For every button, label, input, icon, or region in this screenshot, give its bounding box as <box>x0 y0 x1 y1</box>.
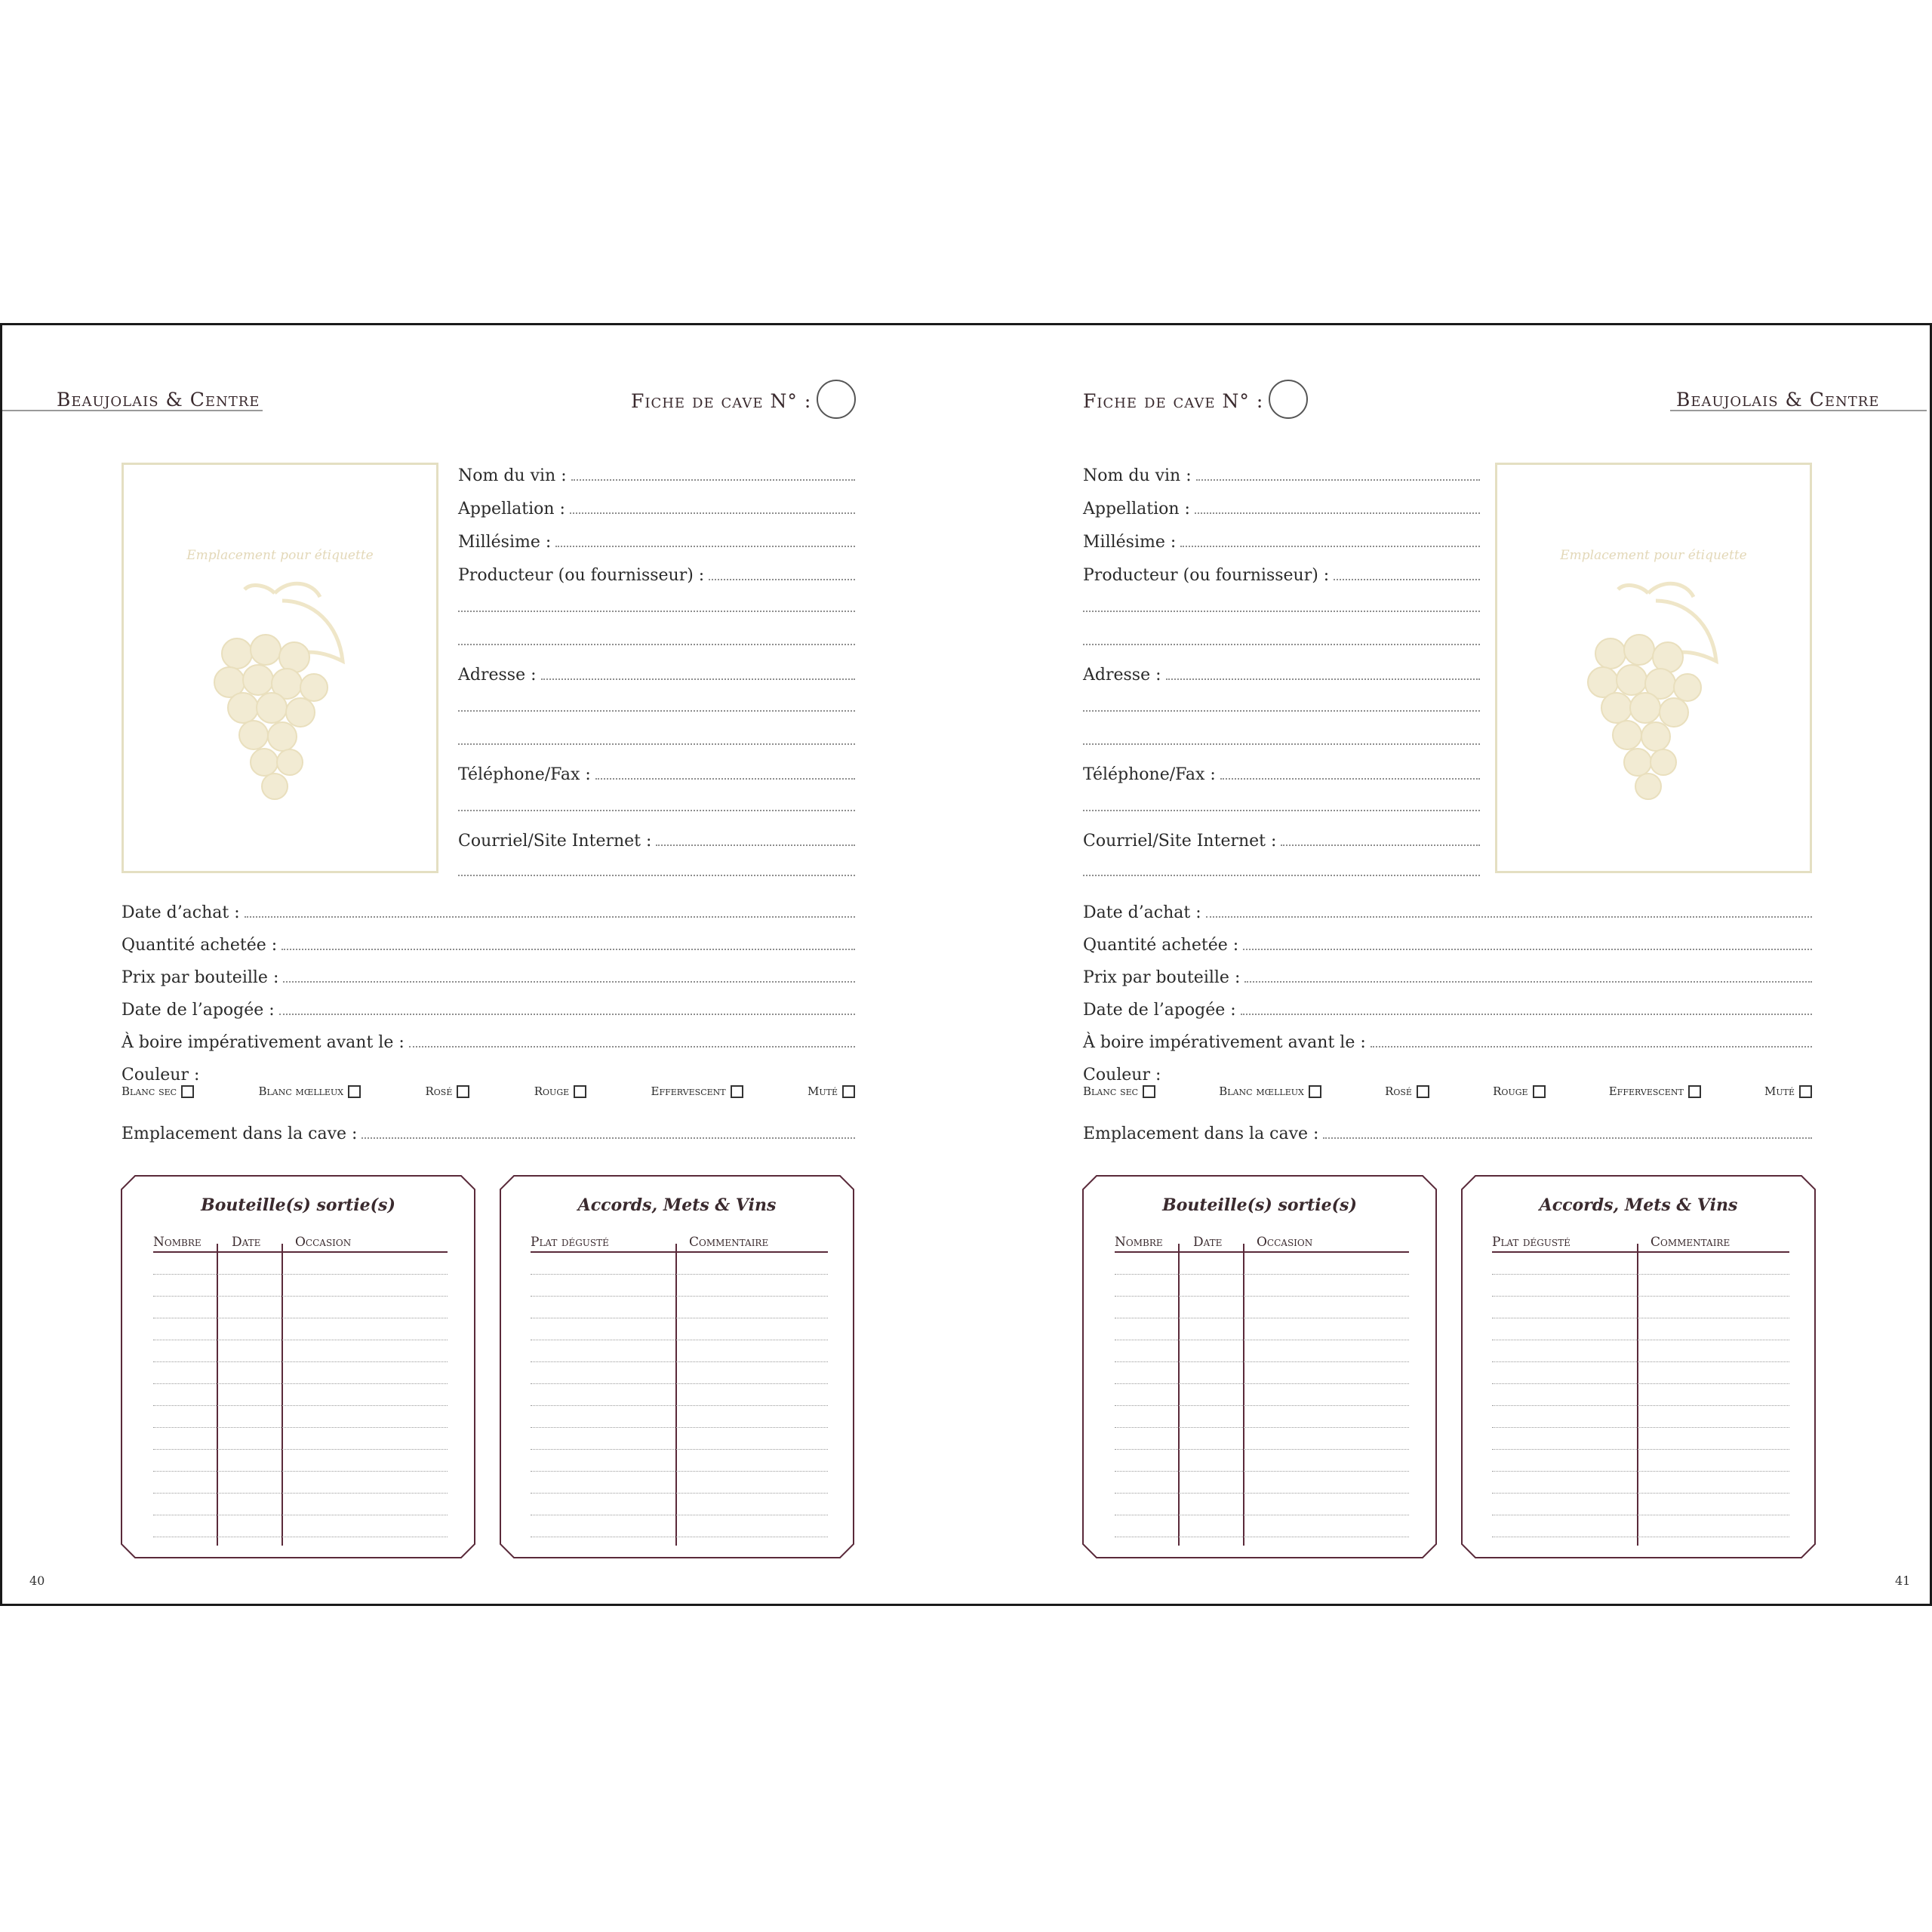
quantite-label: Quantité achetée : <box>122 936 278 955</box>
date-achat-field[interactable] <box>122 897 855 922</box>
fiche-number-circle[interactable] <box>817 380 856 419</box>
table-row[interactable] <box>1115 1427 1409 1428</box>
telephone-line[interactable] <box>458 810 855 811</box>
col-plat-deguste: Plat dégusté <box>531 1235 609 1250</box>
adresse-line[interactable] <box>458 743 855 745</box>
table-row[interactable] <box>153 1493 448 1494</box>
checkbox[interactable] <box>1688 1085 1701 1098</box>
col-date: Date <box>1193 1235 1223 1250</box>
pairing-card <box>1460 1174 1817 1559</box>
date-achat-label: Date d’achat : <box>1083 903 1201 922</box>
left-page <box>2 325 968 1604</box>
producteur-line[interactable] <box>1083 644 1480 645</box>
option-effervescent[interactable]: Effervescent <box>1609 1084 1701 1098</box>
option-mute[interactable]: Muté <box>808 1084 855 1098</box>
table-row[interactable] <box>153 1383 448 1384</box>
table-row[interactable] <box>1115 1493 1409 1494</box>
table-row[interactable] <box>1492 1405 1789 1406</box>
boire-avant-field[interactable] <box>122 1026 855 1052</box>
appellation-label: Appellation : <box>458 500 565 518</box>
checkbox[interactable] <box>1533 1085 1546 1098</box>
table-row[interactable] <box>153 1471 448 1472</box>
table-row[interactable] <box>531 1296 828 1297</box>
boire-avant-label: À boire impérativement avant le : <box>1083 1033 1366 1052</box>
checkbox[interactable] <box>842 1085 855 1098</box>
checkbox[interactable] <box>731 1085 743 1098</box>
col-commentaire: Commentaire <box>1651 1235 1730 1250</box>
adresse-field[interactable] <box>458 659 855 685</box>
header-rule <box>531 1251 828 1253</box>
checkbox[interactable] <box>574 1085 586 1098</box>
grape-icon <box>1573 578 1739 820</box>
label-placeholder-box <box>122 463 438 873</box>
table-row[interactable] <box>153 1274 448 1275</box>
appellation-label: Appellation : <box>1083 500 1190 518</box>
couleur-heading <box>1083 1059 1385 1084</box>
nom-du-vin-field[interactable] <box>1083 460 1480 485</box>
prix-field[interactable] <box>1083 961 1812 987</box>
emplacement-cave-field[interactable] <box>1083 1118 1812 1143</box>
checkbox[interactable] <box>1309 1085 1321 1098</box>
table-row[interactable] <box>1492 1427 1789 1428</box>
table-row[interactable] <box>1115 1405 1409 1406</box>
apogee-field[interactable] <box>122 994 855 1020</box>
fiche-label: Fiche de cave N° : <box>1083 390 1264 412</box>
table-row[interactable] <box>153 1361 448 1362</box>
table-row[interactable] <box>153 1427 448 1428</box>
producteur-field[interactable] <box>458 559 855 585</box>
checkbox[interactable] <box>1143 1085 1155 1098</box>
apogee-label: Date de l’apogée : <box>122 1001 275 1020</box>
title-rule <box>1670 410 1927 411</box>
region-title: Beaujolais & Centre <box>57 389 260 411</box>
table-row[interactable] <box>1492 1449 1789 1450</box>
column-divider <box>1637 1244 1638 1546</box>
pairing-title: Accords, Mets & Vins <box>577 1195 777 1215</box>
telephone-field[interactable] <box>458 758 855 784</box>
bottles-out-card <box>120 1174 476 1559</box>
date-achat-label: Date d’achat : <box>122 903 240 922</box>
producteur-line[interactable] <box>458 611 855 612</box>
col-nombre: Nombre <box>153 1235 202 1250</box>
table-row[interactable] <box>531 1383 828 1384</box>
adresse-line[interactable] <box>1083 743 1480 745</box>
option-blanc-moelleux[interactable]: Blanc mœlleux <box>1219 1084 1321 1098</box>
table-row[interactable] <box>531 1274 828 1275</box>
checkbox[interactable] <box>457 1085 469 1098</box>
column-divider <box>1243 1244 1244 1546</box>
header-rule <box>1492 1251 1789 1253</box>
option-blanc-sec[interactable]: Blanc sec <box>1083 1084 1155 1098</box>
nom-du-vin-label: Nom du vin : <box>1083 466 1192 485</box>
date-achat-field[interactable] <box>1083 897 1812 922</box>
option-effervescent[interactable]: Effervescent <box>651 1084 743 1098</box>
page-number-right: 41 <box>1895 1574 1911 1588</box>
table-row[interactable] <box>1115 1449 1409 1450</box>
table-row[interactable] <box>531 1427 828 1428</box>
column-divider <box>675 1244 677 1546</box>
fiche-label: Fiche de cave N° : <box>631 390 812 412</box>
checkbox[interactable] <box>1799 1085 1812 1098</box>
adresse-field[interactable] <box>1083 659 1480 685</box>
prix-field[interactable] <box>122 961 855 987</box>
table-row[interactable] <box>531 1361 828 1362</box>
quantite-label: Quantité achetée : <box>1083 936 1239 955</box>
table-row[interactable] <box>1115 1383 1409 1384</box>
option-rouge[interactable]: Rouge <box>534 1084 586 1098</box>
emplacement-cave-label: Emplacement dans la cave : <box>1083 1124 1319 1143</box>
quantite-field[interactable] <box>122 929 855 955</box>
emplacement-cave-field[interactable] <box>122 1118 855 1143</box>
millesime-field[interactable] <box>458 526 855 552</box>
pairing-title: Accords, Mets & Vins <box>1539 1195 1738 1215</box>
col-plat-deguste: Plat dégusté <box>1492 1235 1571 1250</box>
right-page <box>968 325 1932 1604</box>
table-row[interactable] <box>153 1405 448 1406</box>
courriel-label: Courriel/Site Internet : <box>458 832 652 851</box>
table-row[interactable] <box>1492 1296 1789 1297</box>
option-blanc-moelleux[interactable]: Blanc mœlleux <box>258 1084 361 1098</box>
producteur-line[interactable] <box>1083 611 1480 612</box>
millesime-label: Millésime : <box>458 533 552 552</box>
col-commentaire: Commentaire <box>689 1235 769 1250</box>
courriel-line[interactable] <box>1083 875 1480 876</box>
col-occasion: Occasion <box>1257 1235 1313 1250</box>
boire-avant-field[interactable] <box>1083 1026 1812 1052</box>
table-row[interactable] <box>531 1449 828 1450</box>
grape-icon <box>199 578 365 820</box>
col-occasion: Occasion <box>295 1235 352 1250</box>
option-rose[interactable]: Rosé <box>425 1084 469 1098</box>
table-row[interactable] <box>153 1296 448 1297</box>
column-divider <box>1178 1244 1180 1546</box>
header-rule <box>1115 1251 1409 1253</box>
courriel-line[interactable] <box>458 875 855 876</box>
label-placeholder-caption: Emplacement pour étiquette <box>186 548 374 563</box>
table-row[interactable] <box>153 1449 448 1450</box>
page-number-left: 40 <box>29 1574 45 1588</box>
appellation-field[interactable] <box>458 493 855 518</box>
checkbox[interactable] <box>181 1085 194 1098</box>
book-spread <box>0 323 1932 1606</box>
option-mute[interactable]: Muté <box>1764 1084 1812 1098</box>
adresse-label: Adresse : <box>458 666 537 685</box>
col-date: Date <box>232 1235 261 1250</box>
option-rose[interactable]: Rosé <box>1385 1084 1429 1098</box>
table-row[interactable] <box>1115 1361 1409 1362</box>
apogee-label: Date de l’apogée : <box>1083 1001 1236 1020</box>
table-row[interactable] <box>531 1471 828 1472</box>
apogee-field[interactable] <box>1083 994 1812 1020</box>
col-nombre: Nombre <box>1115 1235 1163 1250</box>
title-rule <box>2 410 263 411</box>
prix-label: Prix par bouteille : <box>122 968 279 987</box>
telephone-label: Téléphone/Fax : <box>458 765 591 784</box>
label-placeholder-caption: Emplacement pour étiquette <box>1560 548 1747 563</box>
header-rule <box>153 1251 448 1253</box>
quantite-field[interactable] <box>1083 929 1812 955</box>
producteur-field[interactable] <box>1083 559 1480 585</box>
option-rouge[interactable]: Rouge <box>1493 1084 1545 1098</box>
adresse-line[interactable] <box>458 710 855 712</box>
bottles-out-card <box>1081 1174 1438 1559</box>
bottles-out-title: Bouteille(s) sortie(s) <box>201 1195 395 1215</box>
pairing-card <box>499 1174 855 1559</box>
table-row[interactable] <box>531 1405 828 1406</box>
column-divider <box>281 1244 283 1546</box>
label-placeholder-box <box>1495 463 1812 873</box>
couleur-options <box>1083 1084 1812 1098</box>
region-title: Beaujolais & Centre <box>1676 389 1880 411</box>
option-blanc-sec[interactable]: Blanc sec <box>122 1084 194 1098</box>
prix-label: Prix par bouteille : <box>1083 968 1241 987</box>
table-row[interactable] <box>531 1493 828 1494</box>
table-row[interactable] <box>1492 1493 1789 1494</box>
producteur-label: Producteur (ou fournisseur) : <box>1083 566 1330 585</box>
table-row[interactable] <box>1492 1274 1789 1275</box>
courriel-field[interactable] <box>458 825 855 851</box>
fiche-number-circle[interactable] <box>1269 380 1308 419</box>
bottles-out-title: Bouteille(s) sortie(s) <box>1162 1195 1357 1215</box>
couleur-heading <box>122 1059 423 1084</box>
boire-avant-label: À boire impérativement avant le : <box>122 1033 405 1052</box>
telephone-field[interactable] <box>1083 758 1480 784</box>
adresse-label: Adresse : <box>1083 666 1161 685</box>
couleur-label: Couleur : <box>122 1066 200 1084</box>
millesime-field[interactable] <box>1083 526 1480 552</box>
table-row[interactable] <box>1115 1274 1409 1275</box>
table-row[interactable] <box>1115 1296 1409 1297</box>
telephone-line[interactable] <box>1083 810 1480 811</box>
appellation-field[interactable] <box>1083 493 1480 518</box>
table-row[interactable] <box>1492 1471 1789 1472</box>
nom-du-vin-field[interactable] <box>458 460 855 485</box>
nom-du-vin-label: Nom du vin : <box>458 466 567 485</box>
adresse-line[interactable] <box>1083 710 1480 712</box>
checkbox[interactable] <box>1417 1085 1429 1098</box>
couleur-options <box>122 1084 855 1098</box>
producteur-label: Producteur (ou fournisseur) : <box>458 566 705 585</box>
couleur-label: Couleur : <box>1083 1066 1161 1084</box>
table-row[interactable] <box>1115 1471 1409 1472</box>
millesime-label: Millésime : <box>1083 533 1177 552</box>
courriel-field[interactable] <box>1083 825 1480 851</box>
telephone-label: Téléphone/Fax : <box>1083 765 1216 784</box>
checkbox[interactable] <box>348 1085 361 1098</box>
courriel-label: Courriel/Site Internet : <box>1083 832 1277 851</box>
table-row[interactable] <box>1492 1383 1789 1384</box>
producteur-line[interactable] <box>458 644 855 645</box>
emplacement-cave-label: Emplacement dans la cave : <box>122 1124 358 1143</box>
column-divider <box>217 1244 218 1546</box>
table-row[interactable] <box>1492 1361 1789 1362</box>
